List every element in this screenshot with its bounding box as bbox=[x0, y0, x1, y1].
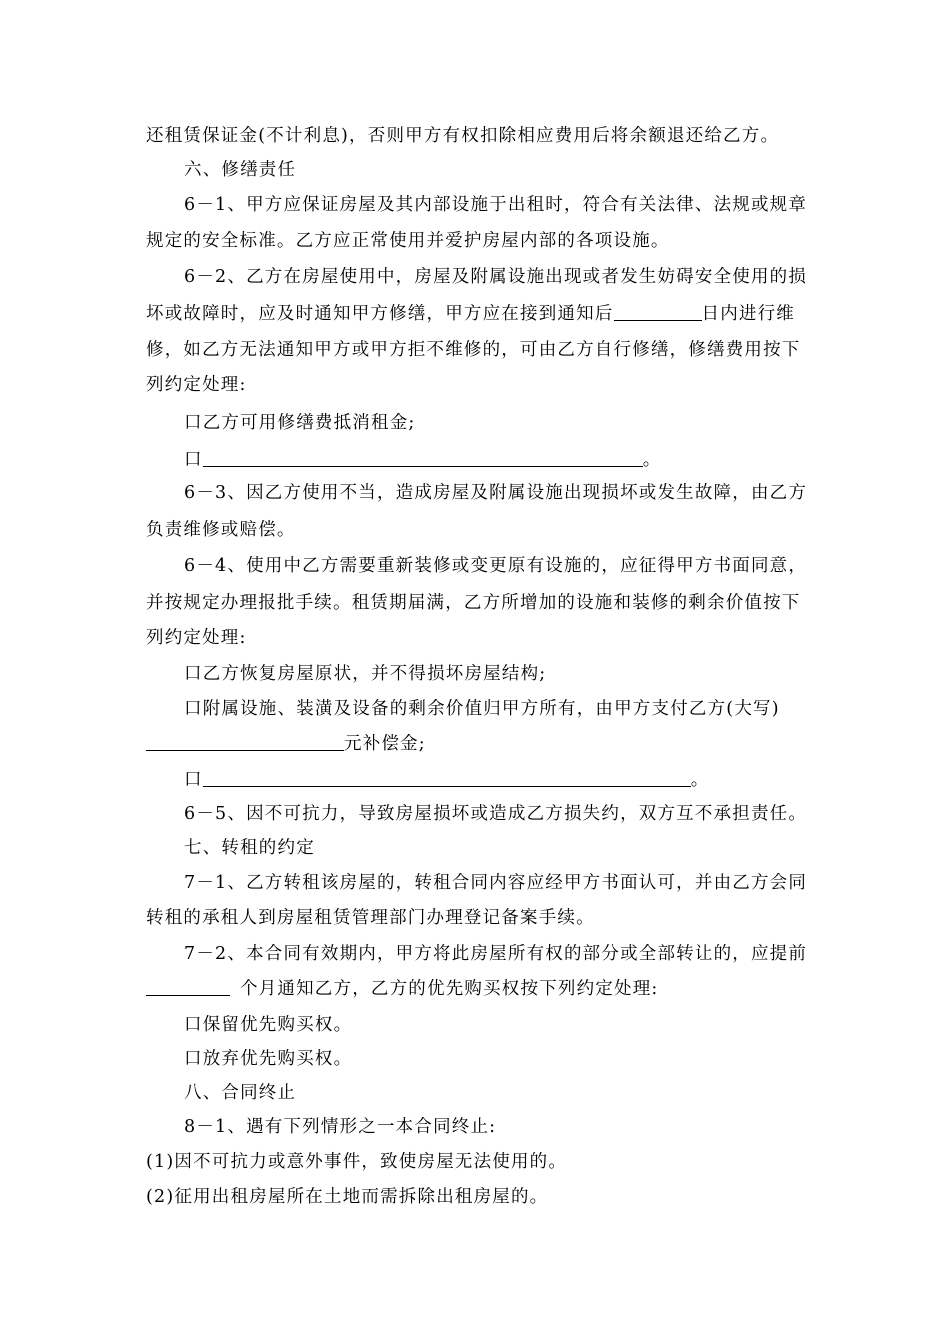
checkbox-icon[interactable]: 口 bbox=[184, 770, 203, 790]
checkbox-option: 口保留优先购买权。 bbox=[184, 1015, 353, 1035]
text-segment: 个月通知乙方，乙方的优先购买权按下列约定处理: bbox=[240, 979, 659, 999]
text-line: 转租的承租人到房屋租赁管理部门办理登记备案手续。 bbox=[146, 908, 595, 928]
text-line: 列约定处理: bbox=[146, 375, 247, 395]
text-line bbox=[146, 304, 795, 324]
text-line: 6－3、因乙方使用不当，造成房屋及附属设施出现损坏或发生故障，由乙方 bbox=[184, 483, 808, 503]
list-item: (1)因不可抗力或意外事件，致使房屋无法使用的。 bbox=[146, 1152, 568, 1172]
text-line: 6－2、乙方在房屋使用中，房屋及附属设施出现或者发生妨碍安全使用的损 bbox=[184, 267, 808, 287]
checkbox-option: 口附属设施、装潢及设备的剩余价值归甲方所有，由甲方支付乙方(大写) bbox=[184, 699, 780, 719]
checkbox-icon[interactable]: 口 bbox=[184, 450, 203, 470]
fill-in-blank[interactable] bbox=[146, 734, 344, 751]
checkbox-option: 口乙方恢复房屋原状，并不得损坏房屋结构; bbox=[184, 664, 547, 684]
checkbox-option: 口乙方可用修缮费抵消租金; bbox=[184, 413, 416, 433]
checkbox-option bbox=[184, 450, 661, 470]
text-line bbox=[146, 979, 659, 999]
text-line bbox=[146, 734, 426, 754]
text-line: 6－1、甲方应保证房屋及其内部设施于出租时，符合有关法律、法规或规章 bbox=[184, 195, 808, 215]
fill-in-blank[interactable] bbox=[614, 304, 702, 321]
text-line: 规定的安全标准。乙方应正常使用并爱护房屋内部的各项设施。 bbox=[146, 231, 670, 251]
section-heading: 七、转租的约定 bbox=[184, 838, 315, 858]
checkbox-option: 口放弃优先购买权。 bbox=[184, 1049, 353, 1069]
text-segment: 。 bbox=[642, 450, 662, 470]
fill-in-blank[interactable] bbox=[203, 450, 643, 467]
text-line: 修，如乙方无法通知甲方或甲方拒不维修的，可由乙方自行修缮，修缮费用按下 bbox=[146, 340, 801, 360]
text-line: 负责维修或赔偿。 bbox=[146, 520, 296, 540]
text-line: 8－1、遇有下列情形之一本合同终止: bbox=[184, 1117, 497, 1137]
text-segment: 日内进行维 bbox=[701, 304, 795, 324]
fill-in-blank[interactable] bbox=[203, 770, 691, 787]
fill-in-blank[interactable] bbox=[146, 979, 230, 996]
section-heading: 六、修缮责任 bbox=[184, 160, 297, 180]
checkbox-option bbox=[184, 770, 709, 790]
text-line: 7－1、乙方转租该房屋的，转租合同内容应经甲方书面认可，并由乙方会同 bbox=[184, 873, 808, 893]
text-line: 并按规定办理报批手续。租赁期届满，乙方所增加的设施和装修的剩余价值按下 bbox=[146, 593, 801, 613]
section-heading: 八、合同终止 bbox=[184, 1083, 297, 1103]
text-line: 还租赁保证金(不计利息)，否则甲方有权扣除相应费用后将余额退还给乙方。 bbox=[146, 126, 780, 146]
list-item: (2)征用出租房屋所在土地而需拆除出租房屋的。 bbox=[146, 1187, 549, 1207]
text-segment: 坏或故障时，应及时通知甲方修缮，甲方应在接到通知后 bbox=[146, 304, 614, 324]
text-line: 列约定处理: bbox=[146, 628, 247, 648]
text-segment: 元补偿金; bbox=[344, 734, 426, 754]
text-line: 6－4、使用中乙方需要重新装修或变更原有设施的，应征得甲方书面同意， bbox=[184, 556, 808, 576]
text-segment: 。 bbox=[690, 770, 710, 790]
text-line: 7－2、本合同有效期内，甲方将此房屋所有权的部分或全部转让的，应提前 bbox=[184, 944, 808, 964]
text-line: 6－5、因不可抗力，导致房屋损坏或造成乙方损失约，双方互不承担责任。 bbox=[184, 804, 808, 824]
